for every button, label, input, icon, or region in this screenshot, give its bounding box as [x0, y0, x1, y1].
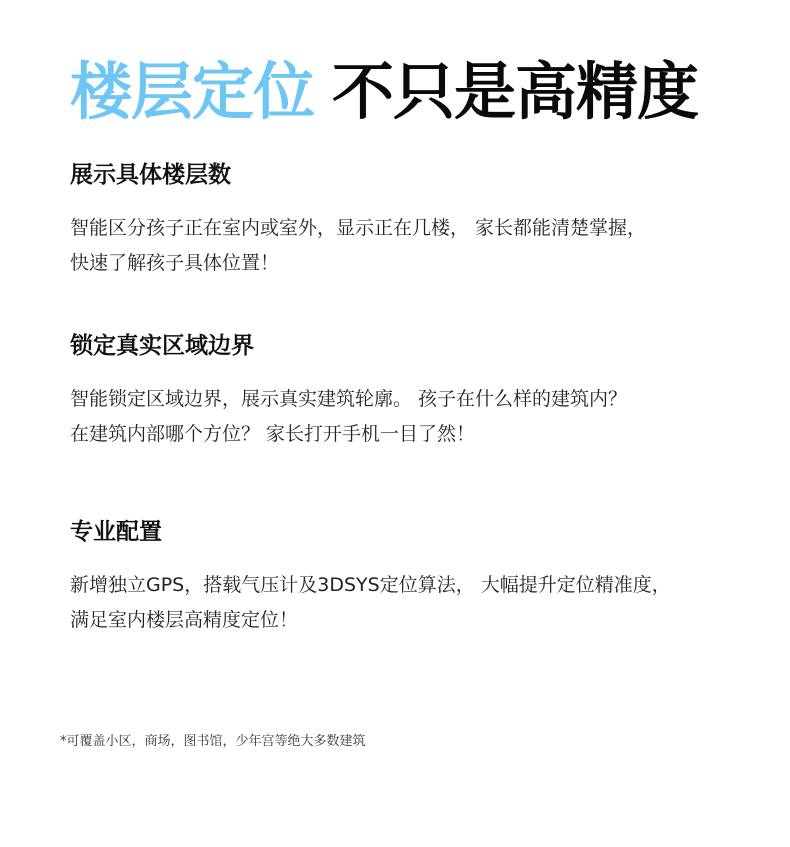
section-title: 专业配置 [70, 519, 162, 545]
section-title: 锁定真实区域边界 [70, 333, 254, 359]
section-pro-config [70, 517, 750, 638]
section-body [70, 568, 750, 638]
section-body [70, 382, 750, 452]
section-area-boundary [70, 331, 750, 452]
body-line: 在建筑内部哪个方位？ 家长打开手机一目了然！ [70, 423, 476, 445]
body-line: 满足室内楼层高精度定位！ [70, 609, 299, 631]
section-floor-display [70, 160, 750, 281]
headline [70, 52, 730, 132]
section-title: 展示具体楼层数 [70, 162, 231, 188]
headline-rest: 不只是高精度 [332, 55, 699, 128]
section-body [70, 211, 750, 281]
footnote: *可覆盖小区，商场，图书馆，少年宫等绝大多数建筑 [60, 734, 366, 749]
body-line: 新增独立GPS，搭载气压计及3DSYS定位算法， 大幅提升定位精准度， [70, 574, 671, 596]
body-line: 智能锁定区域边界，展示真实建筑轮廓。 孩子在什么样的建筑内？ [70, 388, 628, 410]
body-line: 快速了解孩子具体位置！ [70, 252, 280, 274]
headline-accent: 楼层定位 [70, 55, 315, 128]
body-line: 智能区分孩子正在室内或室外，显示正在几楼， 家长都能清楚掌握， [70, 217, 647, 239]
